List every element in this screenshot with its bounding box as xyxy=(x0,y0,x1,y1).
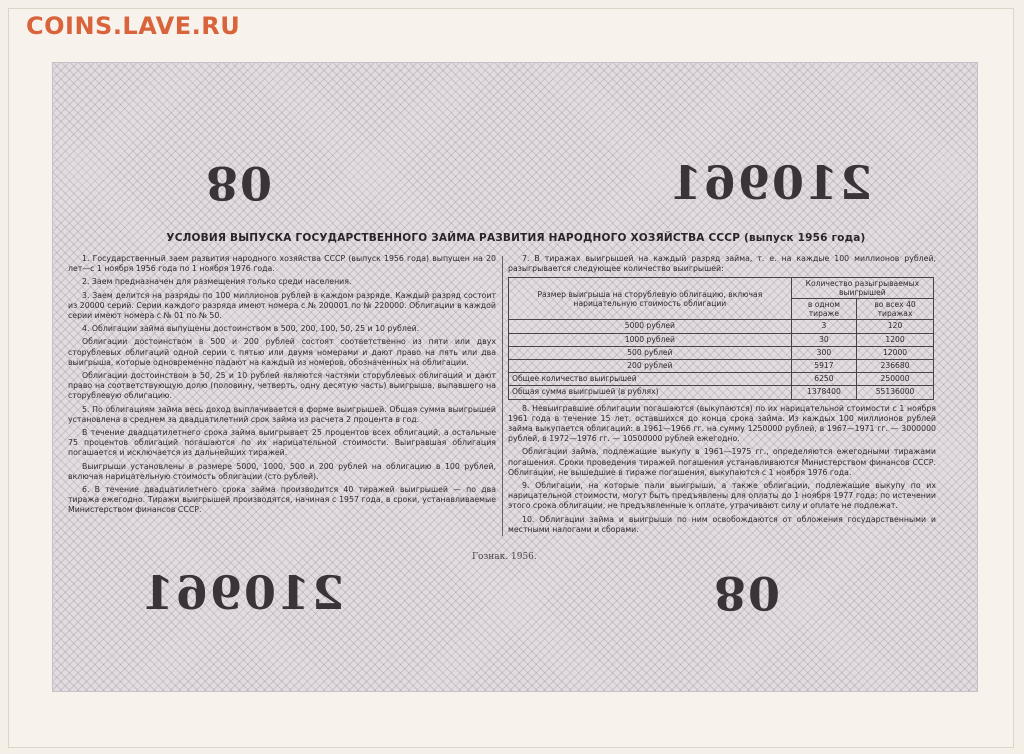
header-size: Размер выигрыша на сторублевую облигацию, включая нарицательную стоимость облигации xyxy=(509,278,792,320)
paragraph-5c: Выигрыши установлены в размере 5000, 1000, 500 и 200 рублей на облигацию в 100 рублей, включая нарицательную стоимость облигации (сто рублей). xyxy=(68,461,496,481)
paragraph-10: 10. Облигации займа и выигрыши по ним освобождаются от обложения государственными и местными налогами и сборами. xyxy=(508,514,936,534)
paragraph-4c: Облигации достоинством в 50, 25 и 10 рублей являются частями сторублевых облигаций и дают право на соответствующую долю (половину, четверть, одну десятую часть) выигрыша, выпавшего на сторублевую облигацию. xyxy=(68,371,496,401)
table-row-total-count: Общее количество выигрышей 6250 250000 xyxy=(509,373,934,386)
table-row: 200 рублей 5917 236680 xyxy=(509,360,934,373)
serial-top-left: 08 xyxy=(204,156,273,210)
table-row: 500 рублей 300 12000 xyxy=(509,346,934,359)
left-column xyxy=(68,254,496,519)
table-row-total-sum: Общая сумма выигрышей (в рублях) 1378400 55136000 xyxy=(509,386,934,399)
paragraph-4: 4. Облигации займа выпущены достоинством в 500, 200, 100, 50, 25 и 10 рублей. xyxy=(82,324,420,334)
table-row: 5000 рублей 3 120 xyxy=(509,320,934,333)
column-divider xyxy=(502,256,503,536)
paragraph-9: 9. Облигации, на которые пали выигрыши, а также облигации, подлежащие выкупу по их нарицательной стоимости, могут быть предъявлены для оплаты до 1 ноября 1977 года; по истечении этого срока облигации, не предъявленные к оплате, утрачивают силу и оплате не подлежат. xyxy=(508,481,936,511)
paragraph-7: 7. В тиражах выигрышей на каждый разряд займа, т. е. на каждые 100 миллионов рублей, разыгрывается следующее количество выигрышей: xyxy=(508,254,936,274)
paragraph-8b: Облигации займа, подлежащие выкупу в 1961—1975 гг., определяются ежегодными тиражами погашения. Сроки проведения тиражей погашения устанавливаются Министерством финансов СССР. Облигации, не вышедшие в тираже погашения, выкупаются с 1 ноября 1976 года. xyxy=(508,447,936,477)
site-watermark: COINS.LAVE.RU xyxy=(26,12,241,40)
header-one-draw: в одном тираже xyxy=(791,299,856,320)
winnings-table xyxy=(508,277,934,399)
paragraph-8: 8. Невыигравшие облигации погашаются (выкупаются) по их нарицательной стоимости с 1 ноября 1961 года в течение 15 лет, оставшихся до конца срока займа. Из каждых 100 миллионов рублей займа выкупается облигаций: в 1961—1966 гг. на сумму 1250000 рублей, в 1967—1971 гг. — 3000000 рублей, в 1972—1976 гг. — 10500000 рублей ежегодно. xyxy=(508,403,936,444)
serial-bottom-left: 210961 xyxy=(140,566,345,620)
serial-bottom-right: 08 xyxy=(712,566,781,620)
gosznak-mark: Гознак. 1956. xyxy=(472,552,537,562)
header-all-draws: во всех 40 тиражах xyxy=(857,299,934,320)
paragraph-6: 6. В течение двадцатилетнего срока займа производится 40 тиражей выигрышей — по два тиража ежегодно. Тиражи выигрышей производятся, начиная с 1957 года, в сроки, устанавливаемые Министерством финансов СССР. xyxy=(68,485,496,515)
header-count: Количество разыгрываемых выигрышей xyxy=(791,278,933,299)
right-column xyxy=(508,254,936,538)
table-row: 1000 рублей 30 1200 xyxy=(509,333,934,346)
paragraph-4b: Облигации достоинством в 500 и 200 рублей состоят соответственно из пяти или двух сторублевых облигаций одной серии с пятью или двумя номерами и дают право на пять или два выигрыша, которые одновременно падают на каждый из номеров, обозначенных на облигации. xyxy=(68,337,496,367)
paragraph-2: 2. Заем предназначен для размещения только среди населения. xyxy=(82,277,352,287)
serial-top-right: 210961 xyxy=(668,156,873,210)
paragraph-3: 3. Заем делится на разряды по 100 миллионов рублей в каждом разряде. Каждый разряд состоит из 20000 серий. Серии каждого разряда имеют номера с № 200001 по № 220000. Облигации в каждой серии имеют номера с № 01 по № 50. xyxy=(68,290,496,321)
conditions-title: УСЛОВИЯ ВЫПУСКА ГОСУДАРСТВЕННОГО ЗАЙМА РАЗВИТИЯ НАРОДНОГО ХОЗЯЙСТВА СССР (выпуск 1956 года) xyxy=(166,232,866,244)
paragraph-1: 1. Государственный заем развития народного хозяйства СССР (выпуск 1956 года) выпущен на 20 лет—с 1 ноября 1956 года по 1 ноября 1976 года. xyxy=(68,254,496,274)
paragraph-5b: В течение двадцатилетнего срока займа выигрывает 25 процентов всех облигаций, а остальные 75 процентов облигаций погашаются по их нарицательной стоимости. Выигравшая облигация погашается и исключается из дальнейших тиражей. xyxy=(68,428,496,458)
paragraph-5: 5. По облигациям займа весь доход выплачивается в форме выигрышей. Общая сумма выигрышей установлена в среднем за двадцатилетний срок займа из расчета 2 процента в год. xyxy=(68,404,496,424)
